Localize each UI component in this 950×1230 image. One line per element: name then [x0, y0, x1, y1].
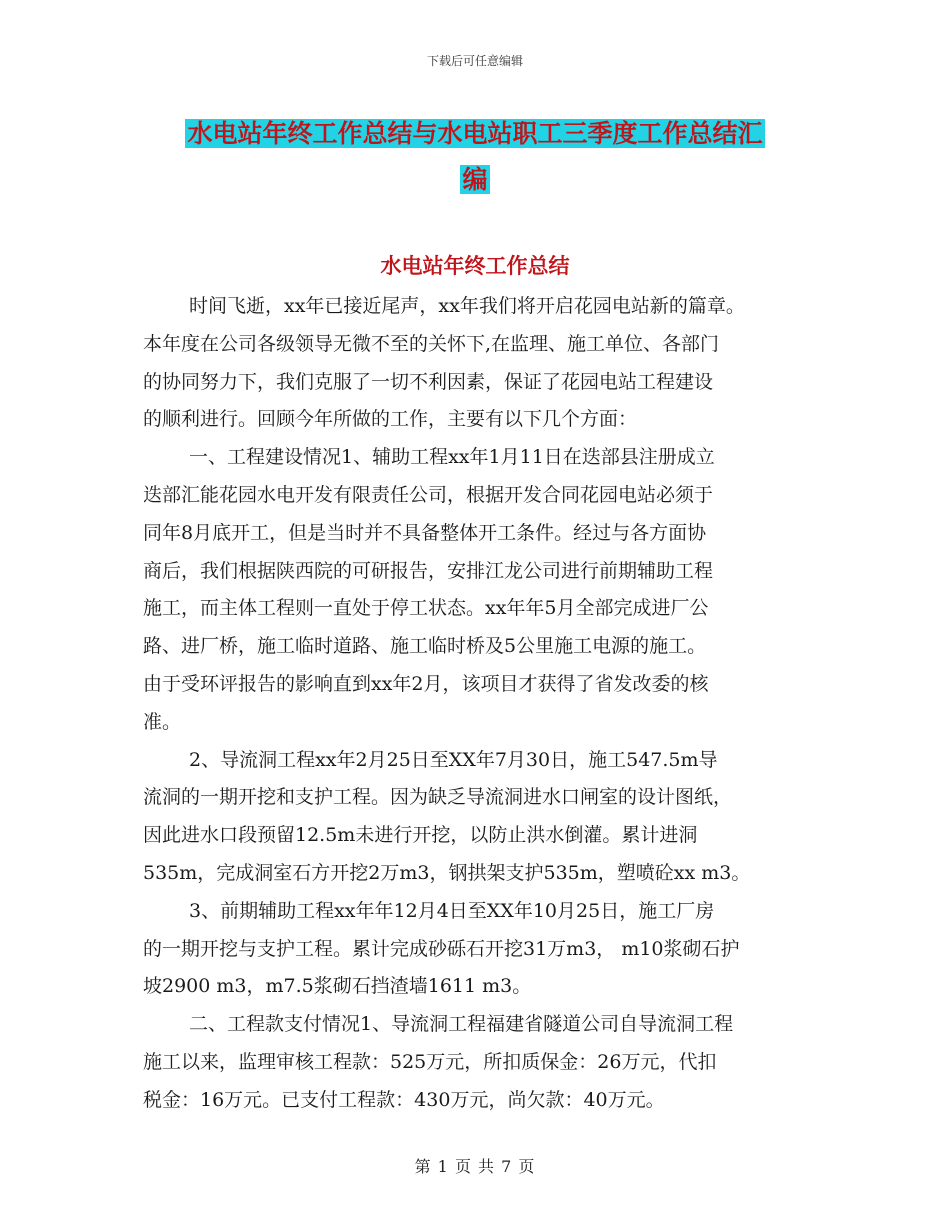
- document-title-line-1: [0, 114, 950, 150]
- document-body: [143, 288, 823, 1120]
- body-line: 由于受环评报告的影响直到xx年2月，该项目才获得了省发改委的核: [143, 672, 709, 695]
- document-title-line-2: [0, 160, 950, 196]
- body-line: 商后，我们根据陕西院的可研报告，安排江龙公司进行前期辅助工程: [143, 559, 714, 582]
- body-line: 施工以来，监理审核工程款：525万元，所扣质保金：26万元，代扣: [143, 1050, 717, 1073]
- body-line: 同年8月底开工，但是当时并不具备整体开工条件。经过与各方面协: [143, 521, 707, 544]
- body-line: 2、导流洞工程xx年2月25日至XX年7月30日，施工547.5m导: [189, 748, 718, 771]
- header-note: 下载后可任意编辑: [426, 54, 523, 68]
- title-highlight-1: 水电站年终工作总结与水电站职工三季度工作总结汇: [187, 119, 763, 148]
- body-line: 535m，完成洞室石方开挖2万m3，钢拱架支护535m，塑喷砼xx m3。: [143, 861, 751, 884]
- title-highlight-2: 编: [462, 165, 488, 194]
- section-title: 水电站年终工作总结: [380, 254, 570, 278]
- body-line: 本年度在公司各级领导无微不至的关怀下,在监理、施工单位、各部门: [143, 332, 720, 355]
- body-line: 时间飞逝，xx年已接近尾声，xx年我们将开启花园电站新的篇章。: [189, 295, 745, 317]
- body-line: 3、前期辅助工程xx年年12月4日至XX年10月25日，施工厂房: [189, 899, 715, 922]
- body-line: 路、进厂桥，施工临时道路、施工临时桥及5公里施工电源的施工。: [143, 635, 707, 658]
- body-line: 税金：16万元。已支付工程款：430万元，尚欠款：40万元。: [143, 1088, 665, 1111]
- body-line: 准。: [143, 710, 182, 733]
- body-line: 二、工程款支付情况1、导流洞工程福建省隧道公司自导流洞工程: [189, 1013, 734, 1036]
- body-line: 坡2900 m3，m7.5浆砌石挡渣墙1611 m3。: [143, 975, 532, 998]
- page-footer: 第 1 页 共 7 页: [414, 1157, 536, 1176]
- body-line: 迭部汇能花园水电开发有限责任公司，根据开发合同花园电站必须于: [143, 483, 714, 506]
- body-line: 的协同努力下，我们克服了一切不利因素，保证了花园电站工程建设: [143, 370, 714, 393]
- body-line: 的一期开挖与支护工程。累计完成砂砾石开挖31万m3， m10浆砌石护: [143, 937, 740, 960]
- body-line: 的顺利进行。回顾今年所做的工作，主要有以下几个方面：: [143, 408, 638, 431]
- body-line: 施工，而主体工程则一直处于停工状态。xx年年5月全部完成进厂公: [143, 597, 709, 620]
- body-line: 一、工程建设情况1、辅助工程xx年1月11日在迭部县注册成立: [189, 446, 715, 469]
- body-line: 因此进水口段预留12.5m未进行开挖，以防止洪水倒灌。累计进洞: [143, 824, 698, 847]
- body-line: 流洞的一期开挖和支护工程。因为缺乏导流洞进水口闸室的设计图纸，: [143, 786, 733, 809]
